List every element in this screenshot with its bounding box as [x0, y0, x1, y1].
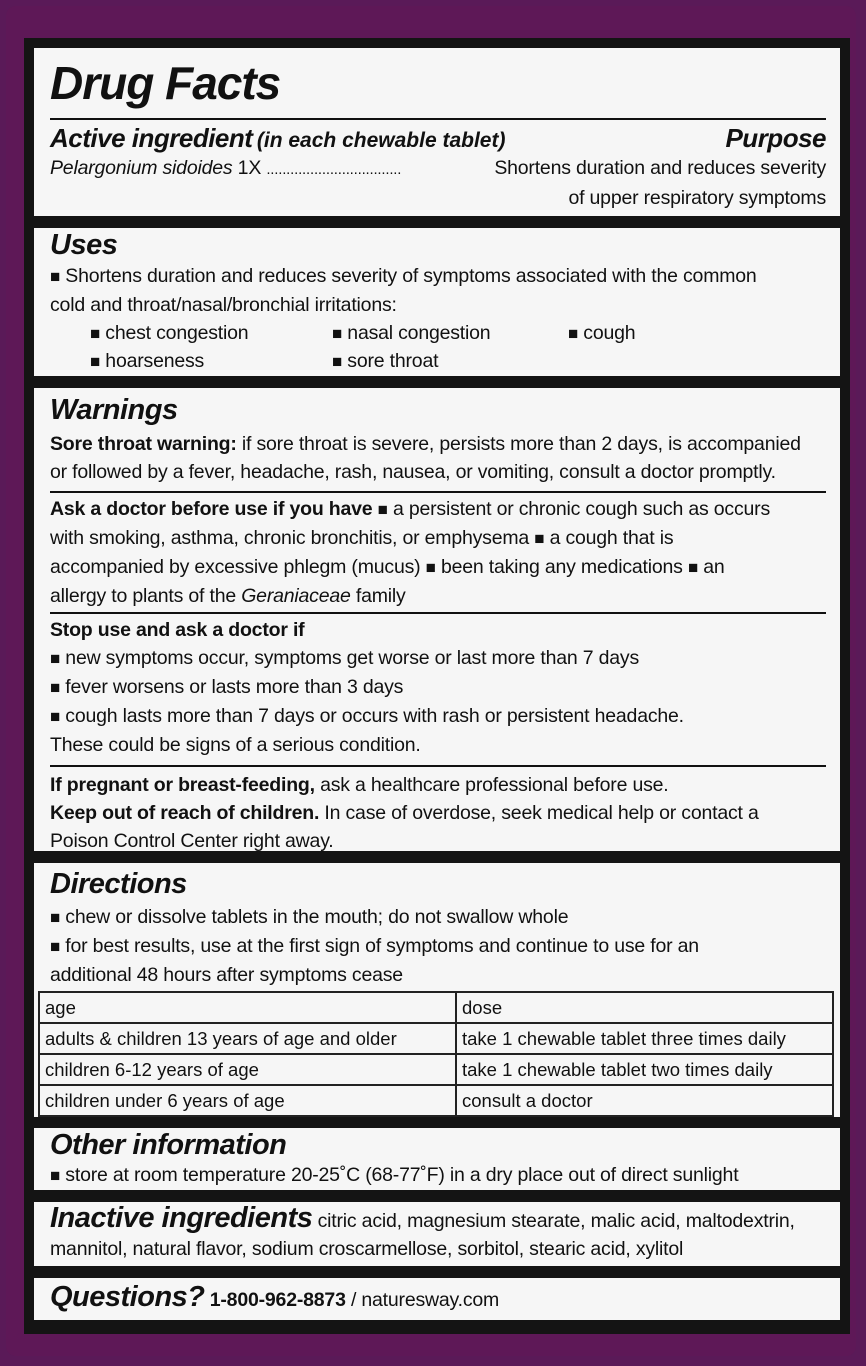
uses-section — [34, 228, 840, 376]
warnings-rule-2 — [50, 612, 826, 614]
ask-item-1b: with smoking, asthma, chronic bronchitis, or emphysema — [50, 527, 530, 549]
table-cell: take 1 chewable tablet two times daily — [456, 1054, 833, 1085]
stop-note: These could be signs of a serious condition. — [50, 734, 421, 756]
stop-item-2: fever worsens or lasts more than 3 days — [65, 676, 404, 698]
table-cell: adults & children 13 years of age and older — [39, 1023, 456, 1054]
uses-heading: Uses — [50, 229, 118, 261]
uses-item-hoarseness: hoarseness — [105, 350, 205, 372]
table-header-dose: dose — [456, 992, 833, 1023]
bullet-icon: ■ — [50, 707, 61, 726]
dosage-table — [38, 991, 834, 1117]
table-row — [39, 1085, 833, 1116]
ask-item-2: a cough that is — [549, 527, 674, 549]
keep-out-text-1: In case of overdose, seek medical help or contact a — [324, 802, 759, 824]
active-ingredient-section — [34, 48, 840, 216]
bullet-icon: ■ — [332, 352, 343, 371]
bullet-icon: ■ — [568, 324, 579, 343]
keep-out-text-2: Poison Control Center right away. — [50, 830, 334, 852]
purpose-line-2: of upper respiratory symptoms — [568, 187, 826, 209]
bullet-icon: ■ — [50, 267, 61, 286]
title-rule — [50, 118, 826, 120]
directions-section — [34, 863, 840, 1117]
table-cell: consult a doctor — [456, 1085, 833, 1116]
ask-item-3: been taking any medications — [440, 556, 683, 578]
inactive-ingredients-section — [34, 1202, 840, 1266]
bullet-icon: ■ — [90, 352, 101, 371]
uses-item-cough: cough — [583, 322, 636, 344]
label-frame — [6, 6, 856, 1356]
table-header-age: age — [39, 992, 456, 1023]
table-row — [39, 1023, 833, 1054]
directions-item-2b: additional 48 hours after symptoms cease — [50, 964, 403, 986]
sore-throat-text-1: if sore throat is severe, persists more than 2 days, is accompanied — [241, 433, 801, 455]
ask-item-4: an — [703, 556, 725, 578]
uses-text-2: cold and throat/nasal/bronchial irritations: — [50, 294, 397, 316]
ask-item-4-italic: Geraniaceae — [241, 585, 351, 607]
directions-item-2a: for best results, use at the first sign of symptoms and continue to use for an — [65, 935, 699, 957]
bullet-icon: ■ — [50, 1166, 61, 1185]
dot-leader: .................................. — [266, 161, 402, 178]
active-ingredient-heading: Active ingredient — [50, 123, 253, 153]
directions-heading: Directions — [50, 868, 187, 900]
keep-out-label: Keep out of reach of children. — [50, 802, 320, 824]
directions-item-1: chew or dissolve tablets in the mouth; do not swallow whole — [65, 906, 569, 928]
bullet-icon: ■ — [332, 324, 343, 343]
other-information-section — [34, 1128, 840, 1190]
drug-facts-panel — [24, 38, 850, 1334]
bullet-icon: ■ — [425, 558, 436, 577]
table-cell: children 6-12 years of age — [39, 1054, 456, 1085]
pregnant-label: If pregnant or breast-feeding, — [50, 774, 315, 796]
inactive-ingredients-line-1: citric acid, magnesium stearate, malic acid, maltodextrin, — [317, 1210, 795, 1232]
website-link[interactable]: naturesway.com — [361, 1289, 500, 1311]
stop-use-label: Stop use and ask a doctor if — [50, 619, 305, 641]
uses-item-chest-congestion: chest congestion — [105, 322, 249, 344]
ingredient-name: Pelargonium sidoides — [50, 157, 233, 179]
warnings-section — [34, 388, 840, 851]
table-cell: take 1 chewable tablet three times daily — [456, 1023, 833, 1054]
ask-item-4c: family — [355, 585, 406, 607]
phone-number: 1-800-962-8873 — [209, 1289, 346, 1311]
inactive-ingredients-heading: Inactive ingredients — [50, 1202, 313, 1234]
questions-separator: / — [350, 1289, 357, 1311]
pregnant-text: ask a healthcare professional before use. — [320, 774, 669, 796]
purpose-heading: Purpose — [725, 123, 826, 153]
stop-item-3: cough lasts more than 7 days or occurs with rash or persistent headache. — [65, 705, 684, 727]
uses-item-sore-throat: sore throat — [347, 350, 439, 372]
bullet-icon: ■ — [90, 324, 101, 343]
questions-section — [34, 1278, 840, 1320]
warnings-rule-3 — [50, 765, 826, 767]
ask-item-4b: allergy to plants of the — [50, 585, 236, 607]
warnings-rule-1 — [50, 491, 826, 493]
bullet-icon: ■ — [377, 500, 388, 519]
stop-item-1: new symptoms occur, symptoms get worse or last more than 7 days — [65, 647, 640, 669]
purpose-line-1: Shortens duration and reduces severity — [494, 157, 826, 179]
bullet-icon: ■ — [50, 678, 61, 697]
bullet-icon: ■ — [50, 908, 61, 927]
bullet-icon: ■ — [534, 529, 545, 548]
sore-throat-text-2: or followed by a fever, headache, rash, nausea, or vomiting, consult a doctor promptly. — [50, 461, 776, 483]
warnings-heading: Warnings — [50, 394, 178, 426]
ask-item-1a: a persistent or chronic cough such as occurs — [392, 498, 771, 520]
ask-doctor-label: Ask a doctor before use if you have — [50, 498, 373, 520]
drug-facts-title: Drug Facts — [50, 57, 281, 109]
table-cell: children under 6 years of age — [39, 1085, 456, 1116]
storage-text: store at room temperature 20-25˚C (68-77˚F) in a dry place out of direct sunlight — [65, 1164, 739, 1186]
ask-item-2b: accompanied by excessive phlegm (mucus) — [50, 556, 421, 578]
inactive-ingredients-line-2: mannitol, natural flavor, sodium croscarmellose, sorbitol, stearic acid, xylitol — [50, 1238, 684, 1260]
other-information-heading: Other information — [50, 1129, 287, 1161]
ingredient-strength: 1X — [237, 157, 262, 179]
bullet-icon: ■ — [50, 649, 61, 668]
bullet-icon: ■ — [687, 558, 699, 577]
table-row — [39, 1054, 833, 1085]
uses-text-1: Shortens duration and reduces severity of symptoms associated with the common — [65, 265, 757, 287]
sore-throat-label: Sore throat warning: — [50, 433, 237, 455]
questions-heading: Questions? — [50, 1281, 205, 1313]
active-ingredient-note: (in each chewable tablet) — [256, 129, 506, 152]
uses-item-nasal-congestion: nasal congestion — [347, 322, 491, 344]
table-header-row — [39, 992, 833, 1023]
bullet-icon: ■ — [50, 937, 61, 956]
